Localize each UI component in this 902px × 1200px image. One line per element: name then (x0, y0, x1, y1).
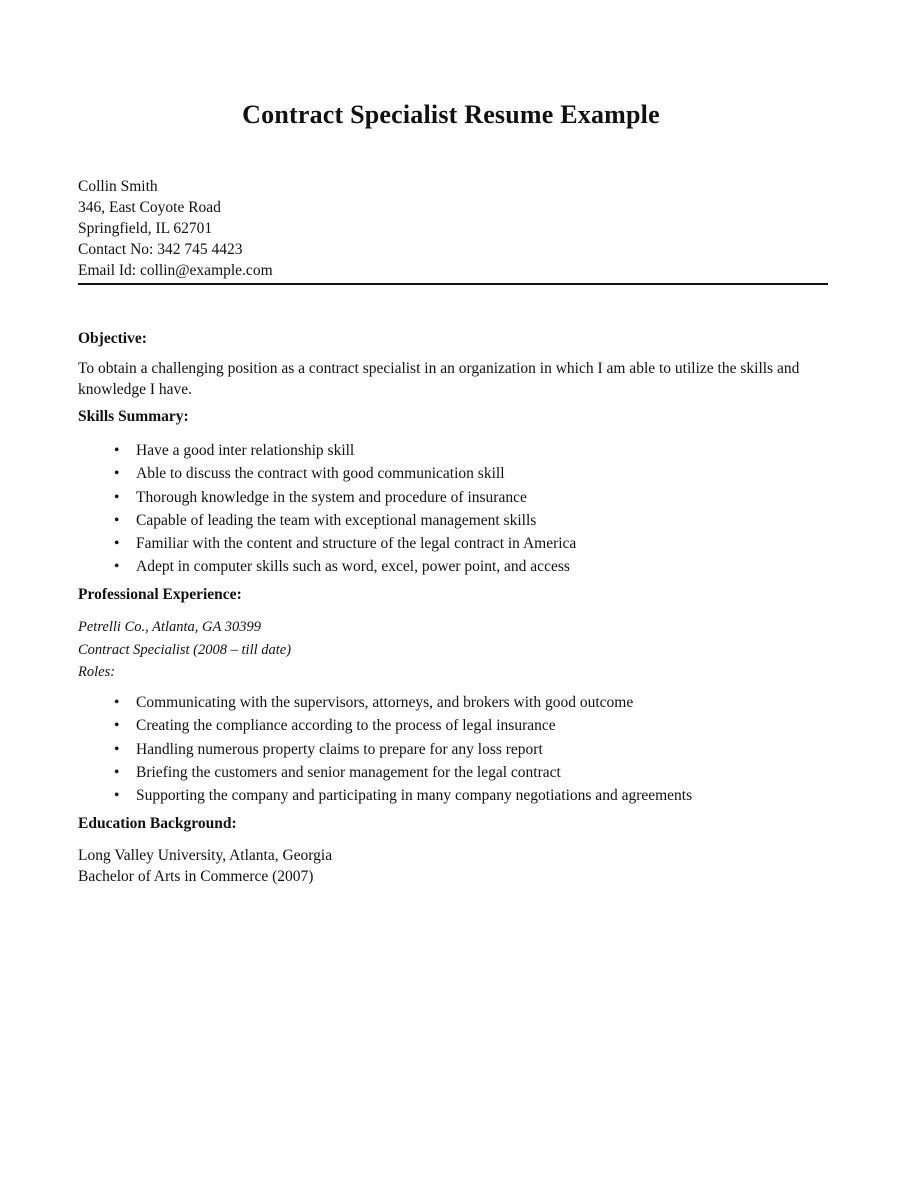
experience-roles-label: Roles: (78, 664, 116, 680)
objective-heading: Objective: (78, 330, 147, 347)
experience-company: Petrelli Co., Atlanta, GA 30399 (78, 619, 261, 635)
list-item: • Supporting the company and participating in many company negotiations and agreements (112, 784, 692, 807)
experience-heading: Professional Experience: (78, 586, 242, 603)
experience-position: Contract Specialist (2008 – till date) (78, 641, 292, 658)
contact-name: Collin Smith (78, 178, 158, 195)
education-block (78, 845, 332, 887)
list-item: • Handling numerous property claims to prepare for any loss report (112, 738, 692, 761)
contact-address-line1: 346, East Coyote Road (78, 199, 221, 216)
contact-block (78, 176, 273, 281)
experience-details (78, 616, 291, 684)
document-title: Contract Specialist Resume Example (242, 100, 660, 129)
list-item: • Briefing the customers and senior management for the legal contract (112, 761, 692, 784)
list-item: • Capable of leading the team with exceptional management skills (112, 509, 576, 532)
education-school: Long Valley University, Atlanta, Georgia (78, 847, 333, 864)
header-divider (78, 283, 828, 285)
list-item: • Have a good inter relationship skill (112, 439, 576, 462)
list-item: • Adept in computer skills such as word, excel, power point, and access (112, 555, 576, 578)
education-degree: Bachelor of Arts in Commerce (2007) (78, 868, 314, 885)
list-item: • Thorough knowledge in the system and procedure of insurance (112, 486, 576, 509)
contact-phone: Contact No: 342 745 4423 (78, 241, 243, 258)
contact-address-line2: Springfield, IL 62701 (78, 220, 213, 237)
list-item: • Communicating with the supervisors, attorneys, and brokers with good outcome (112, 691, 692, 714)
roles-list (112, 691, 692, 807)
list-item: • Creating the compliance according to the process of legal insurance (112, 714, 692, 737)
skills-heading: Skills Summary: (78, 408, 189, 425)
list-item: • Able to discuss the contract with good communication skill (112, 462, 576, 485)
skills-list (112, 439, 576, 579)
list-item: • Familiar with the content and structure of the legal contract in America (112, 532, 576, 555)
contact-email: Email Id: collin@example.com (78, 262, 273, 279)
education-heading: Education Background: (78, 815, 237, 832)
objective-text: To obtain a challenging position as a contract specialist in an organization in which I am able to utilize the skills and knowledge I have. (78, 360, 800, 398)
